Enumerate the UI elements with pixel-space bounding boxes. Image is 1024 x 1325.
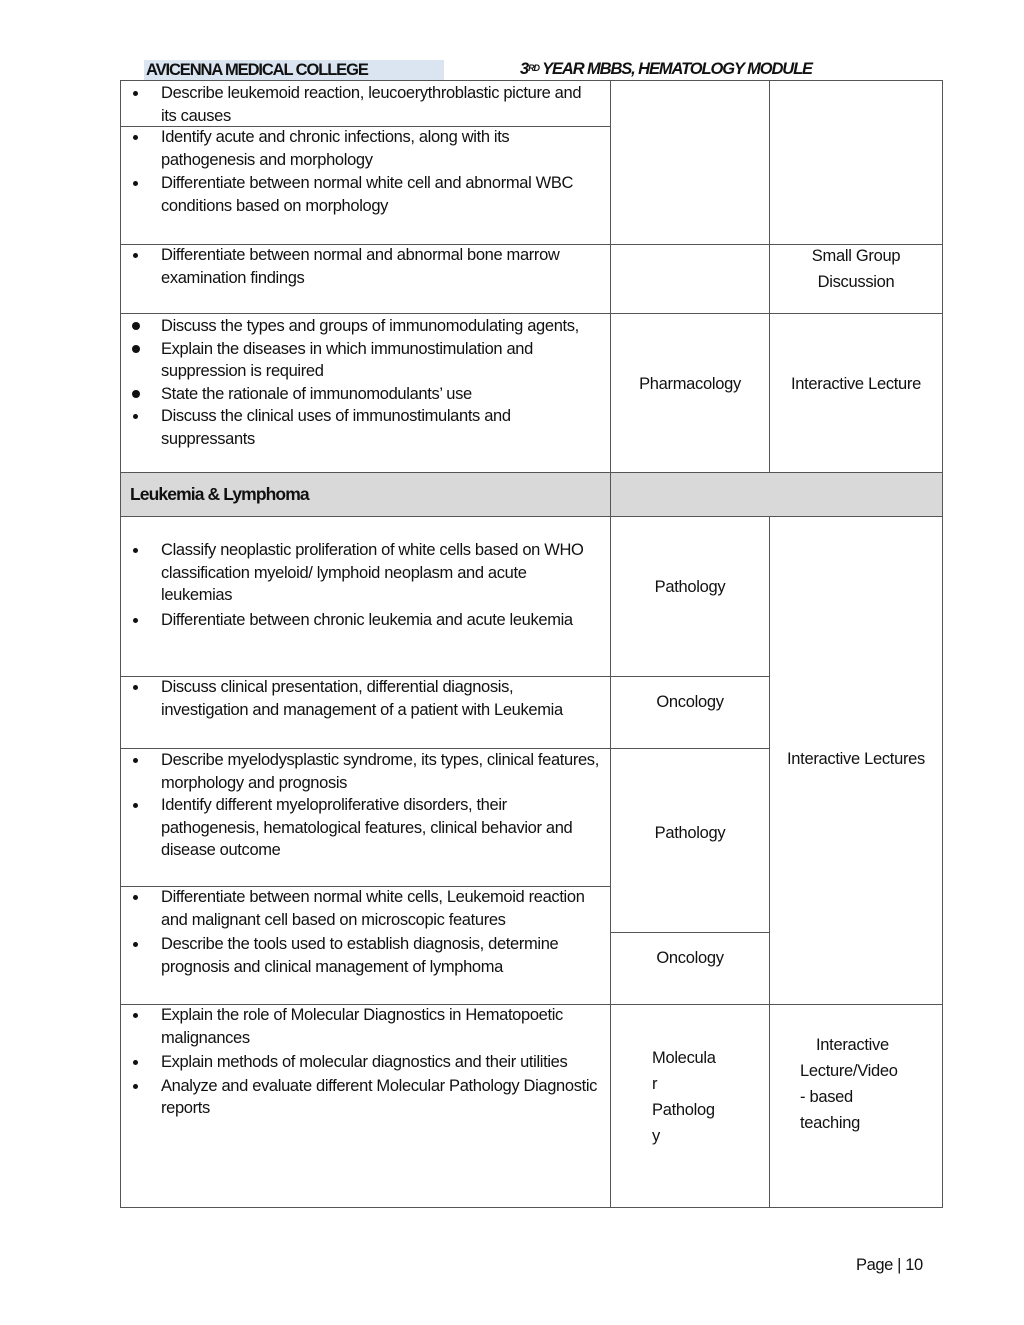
method-interactive-lecture: Interactive Lecture [790,375,922,393]
list-item: Differentiate between normal white cells, Leukemoid reaction and malignant cell based on microscopic features [121,886,599,931]
list-item: Discuss clinical presentation, differential diagnosis, investigation and management of a patient with Leukemia [121,676,599,721]
objectives-row-10 [121,1004,599,1120]
department-oncology: Oncology [656,693,724,711]
department-pathology: Pathology [654,824,726,842]
module-title: 3RD YEAR MBBS, HEMATOLOGY MODULE [520,60,812,78]
section-title: Leukemia & Lymphoma [130,484,309,504]
objectives-row-5 [121,539,599,631]
list-item: Discuss the clinical uses of immunostimulants and suppressants [121,405,599,450]
list-item: Analyze and evaluate different Molecular Pathology Diagnostic reports [121,1075,599,1120]
objectives-row-2 [121,126,599,217]
objectives-row-3 [121,244,599,289]
list-item: Describe the tools used to establish diagnosis, determine prognosis and clinical management of lymphoma [121,933,599,978]
list-item: Differentiate between chronic leukemia and acute leukemia [121,609,599,632]
method-small-group: Small Group Discussion [811,247,901,291]
list-item: Explain the diseases in which immunostimulation and suppression is required [121,338,599,383]
list-item: Explain methods of molecular diagnostics and their utilities [121,1051,599,1074]
list-item: Differentiate between normal white cell and abnormal WBC conditions based on morphology [121,172,599,217]
list-item: Describe leukemoid reaction, leucoerythroblastic picture and its causes [121,82,599,127]
objectives-row-1 [121,82,599,127]
list-item: Identify different myeloproliferative disorders, their pathogenesis, hematological features, clinical behavior and disease outcome [121,794,599,862]
list-item: Describe myelodysplastic syndrome, its types, clinical features, morphology and prognosis [121,749,599,794]
department-pathology: Pathology [654,578,726,596]
objectives-row-6 [121,676,599,721]
list-item: Differentiate between normal and abnormal bone marrow examination findings [121,244,599,289]
objectives-row-4 [121,315,599,450]
department-molecular-pathology: Molecula r Patholog y [652,1049,716,1145]
method-interactive-video: Interactive Lecture/Video - based teaching [800,1036,898,1132]
department-oncology: Oncology [656,949,724,967]
list-item: Identify acute and chronic infections, along with its pathogenesis and morphology [121,126,599,171]
page-number: Page | 10 [856,1256,923,1274]
college-name: AVICENNA MEDICAL COLLEGE [144,60,444,80]
list-item: Explain the role of Molecular Diagnostics in Hematopoetic malignances [121,1004,599,1049]
objectives-row-8 [121,886,599,931]
department-pharmacology: Pharmacology [639,375,741,393]
list-item: State the rationale of immunomodulants’ use [121,383,599,406]
list-item: Classify neoplastic proliferation of white cells based on WHO classification myeloid/ lymphoid neoplasm and acute leukemias [121,539,599,607]
objectives-row-9 [121,933,599,978]
objectives-row-7 [121,749,599,862]
method-interactive-lectures: Interactive Lectures [787,750,925,768]
list-item: Discuss the types and groups of immunomodulating agents, [121,315,599,338]
